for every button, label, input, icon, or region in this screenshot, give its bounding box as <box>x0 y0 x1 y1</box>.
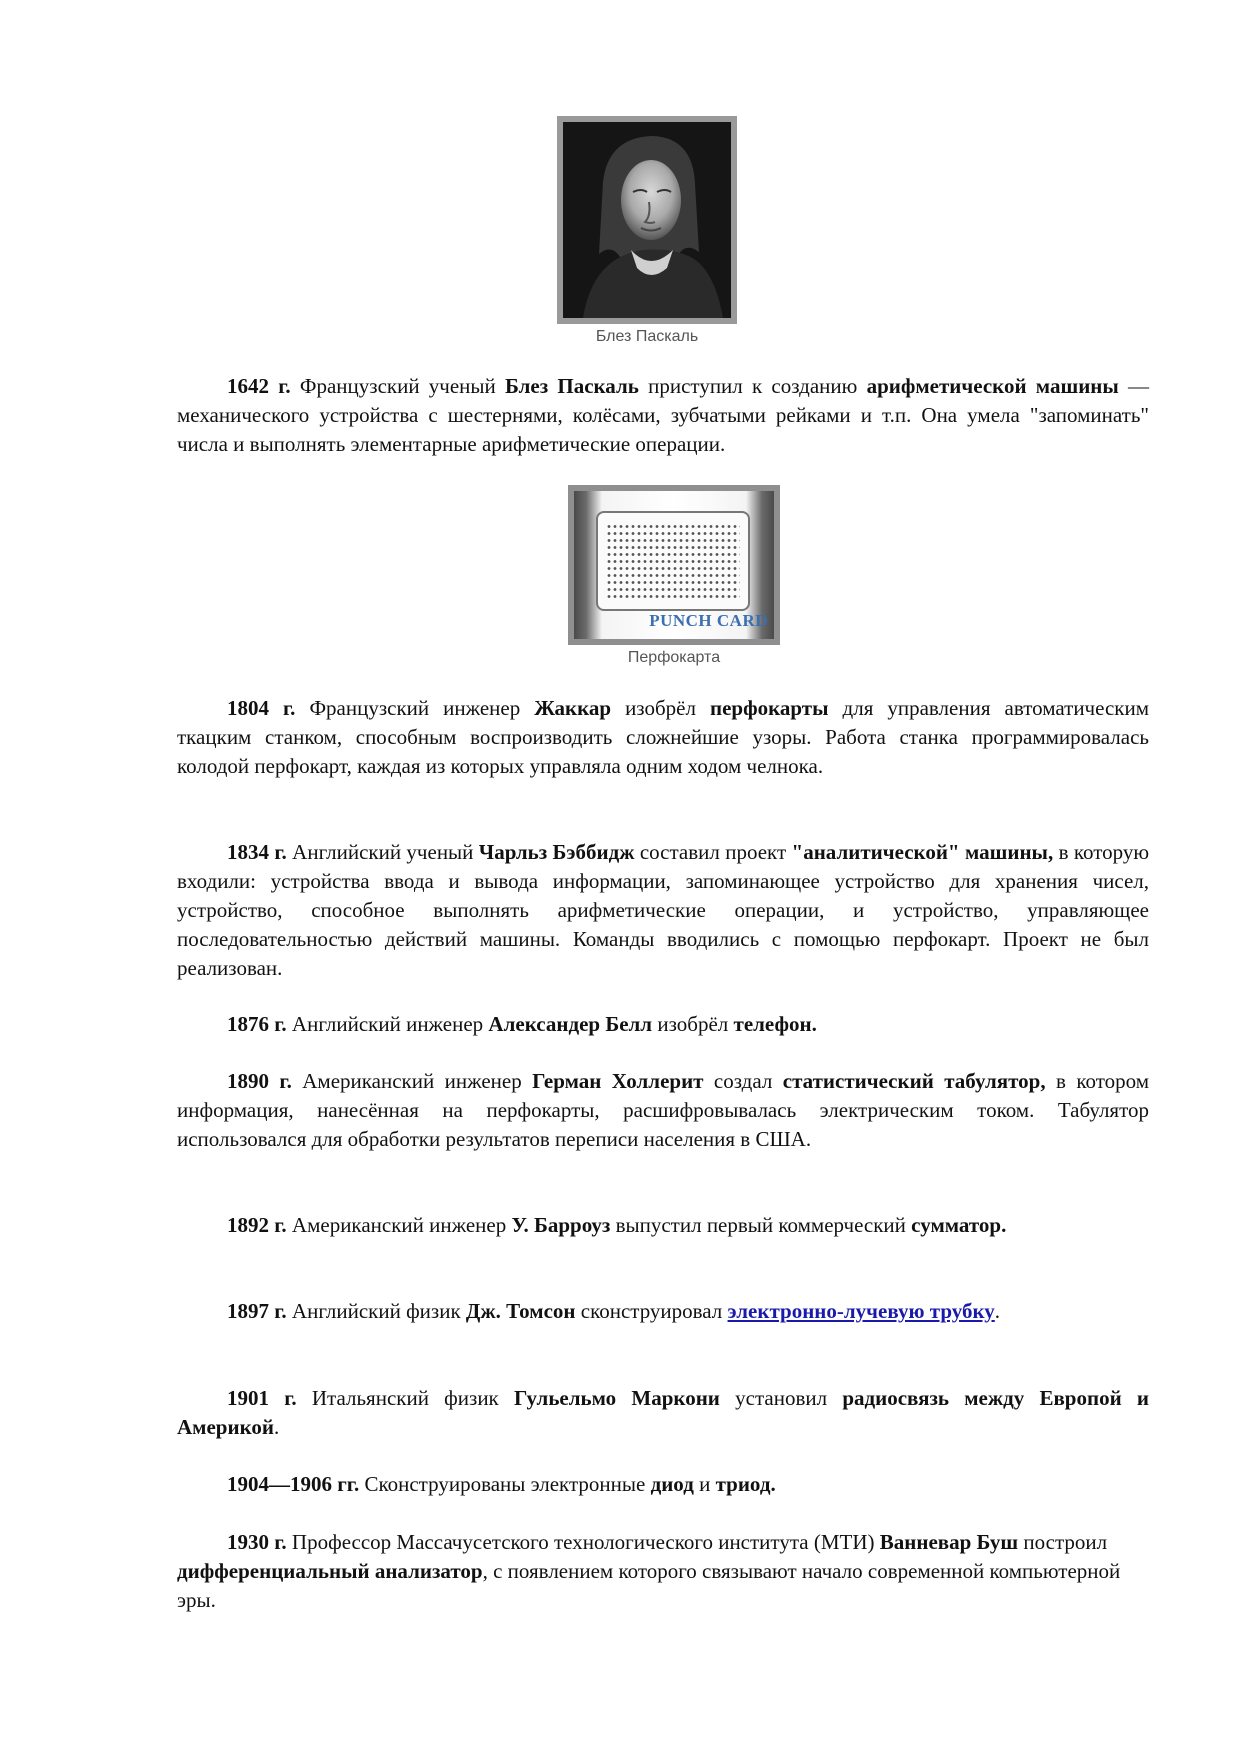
punch-card-caption: Перфокарта <box>627 649 721 666</box>
entry-bold: дифференциальный анализатор <box>177 1559 483 1583</box>
entry-text: изобрёл <box>652 1012 734 1036</box>
entry-1642 <box>177 372 1149 459</box>
punch-card-image <box>568 485 780 645</box>
entry-1834 <box>177 838 1149 983</box>
entry-text: создал <box>703 1069 783 1093</box>
entry-1904 <box>177 1470 1149 1499</box>
entry-text: Английский инженер <box>286 1012 489 1036</box>
entry-year: 1876 г. <box>227 1012 287 1036</box>
punch-card-label: PUNCH CARD <box>649 611 768 630</box>
entry-text: , с появлением которого связывают начало современной компьютерной эры. <box>177 1559 1121 1612</box>
entry-text: Итальянский физик <box>296 1386 514 1410</box>
entry-bold: Жаккар <box>534 696 612 720</box>
entry-year: 1642 г. <box>227 374 291 398</box>
entry-text: Американский инженер <box>286 1213 512 1237</box>
entry-1897 <box>177 1297 1149 1326</box>
entry-1890 <box>177 1067 1149 1154</box>
entry-bold: статистический табулятор, <box>782 1069 1046 1093</box>
entry-text: выпустил первый коммерческий <box>610 1213 912 1237</box>
entry-text: изобрёл <box>611 696 710 720</box>
entry-bold: сумматор. <box>911 1213 1007 1237</box>
entry-text: установил <box>719 1386 843 1410</box>
entry-text: приступил к созданию <box>638 374 867 398</box>
figure-pascal <box>557 116 737 346</box>
entry-1930 <box>177 1528 1149 1615</box>
entry-bold: диод <box>650 1472 694 1496</box>
entry-bold: телефон. <box>733 1012 817 1036</box>
entry-bold: триод. <box>715 1472 776 1496</box>
entry-year: 1804 г. <box>227 696 296 720</box>
crt-link[interactable]: электронно-лучевую трубку <box>727 1299 995 1323</box>
entry-text: сконструировал <box>575 1299 728 1323</box>
entry-1804 <box>177 694 1149 781</box>
entry-year: 1904—1906 гг. <box>227 1472 360 1496</box>
entry-bold: Ванневар Буш <box>879 1530 1019 1554</box>
entry-bold: перфокарты <box>709 696 829 720</box>
entry-year: 1890 г. <box>227 1069 292 1093</box>
entry-text: — механического устройства с шестернями, колёсами, зубчатыми рейками и т.п. Она умела "запоминать" числа и выполнять элементарные арифметические операции. <box>177 374 1150 456</box>
entry-text: для управления автоматическим ткацким станком, способным воспроизводить сложнейшие узоры. Работа станка программировалась колодой перфокарт, каждая из которых управляла одним ходом челнока. <box>177 696 1150 778</box>
entry-bold: Чарльз Бэббидж <box>478 840 635 864</box>
entry-text: . <box>994 1299 1001 1323</box>
entry-text: Английский ученый <box>286 840 479 864</box>
entry-year: 1892 г. <box>227 1213 287 1237</box>
entry-text: и <box>693 1472 716 1496</box>
entry-text: построил <box>1018 1530 1108 1554</box>
entry-text: . <box>274 1415 280 1439</box>
entry-text: Американский инженер <box>291 1069 533 1093</box>
entry-year: 1897 г. <box>227 1299 287 1323</box>
entry-bold: "аналитической" машины, <box>791 840 1054 864</box>
entry-text: Профессор Массачусетского технологического института (МТИ) <box>286 1530 880 1554</box>
entry-bold: Блез Паскаль <box>505 374 639 398</box>
entry-text: Английский физик <box>286 1299 466 1323</box>
entry-bold: Александер Белл <box>488 1012 653 1036</box>
entry-bold: Дж. Томсон <box>465 1299 576 1323</box>
entry-text: в котором информация, нанесённая на перфокарты, расшифровывалась электрическим током. Табулятор использовался для обработки результатов переписи населения в США. <box>177 1069 1149 1151</box>
entry-1876 <box>177 1010 1149 1039</box>
entry-1901 <box>177 1384 1149 1442</box>
entry-bold: радиосвязь между Европой и Америкой <box>177 1386 1150 1439</box>
entry-bold: У. Барроуз <box>511 1213 611 1237</box>
entry-bold: арифметической машины <box>866 374 1119 398</box>
entry-bold: Гульельмо Маркони <box>514 1386 720 1410</box>
figure-punch-card <box>566 485 782 667</box>
entry-text: Французский инженер <box>295 696 535 720</box>
punch-card-sheet <box>596 511 750 611</box>
punch-card-holes <box>606 523 740 599</box>
pascal-portrait-image <box>557 116 737 324</box>
pascal-caption: Блез Паскаль <box>595 328 699 345</box>
entry-bold: Герман Холлерит <box>532 1069 704 1093</box>
entry-text: составил проект <box>634 840 792 864</box>
entry-year: 1901 г. <box>227 1386 297 1410</box>
entry-text: Сконструированы электронные <box>359 1472 651 1496</box>
entry-text: в которую входили: устройства ввода и вывода информации, запоминающее устройство для хранения чисел, устройство, способное выполнять арифметические операции, и устройство, управляющее последовательностью действий машины. Команды вводились с помощью перфокарт. Проект не был реализован. <box>177 840 1150 980</box>
entry-year: 1930 г. <box>227 1530 287 1554</box>
entry-1892 <box>177 1211 1149 1240</box>
entry-year: 1834 г. <box>227 840 287 864</box>
entry-text: Французский ученый <box>290 374 505 398</box>
